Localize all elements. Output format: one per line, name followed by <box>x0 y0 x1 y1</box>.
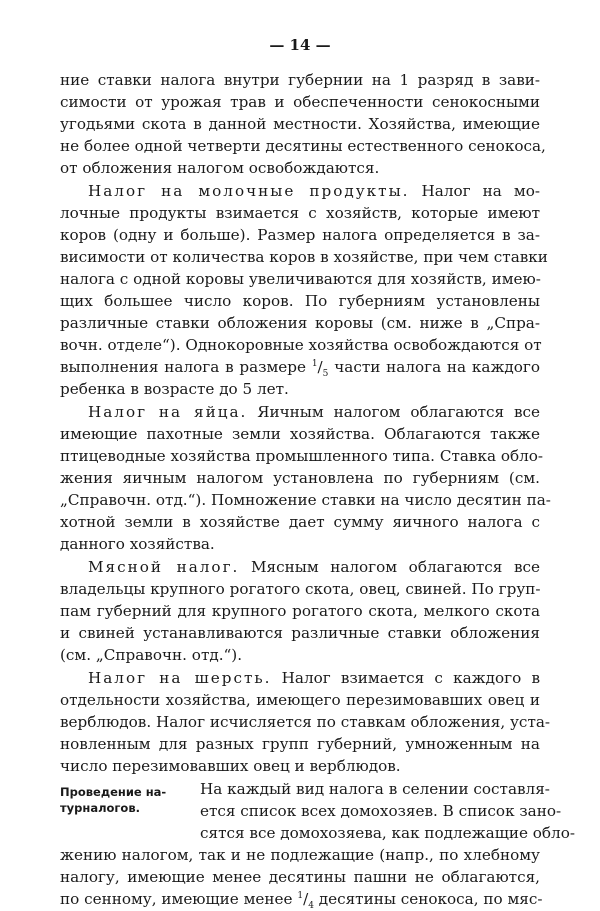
text-line: верблюдов. Налог исчисляется по ставкам обложения, уста- <box>60 713 551 731</box>
text-line: число перезимовавших овец и верблюдов. <box>60 757 401 775</box>
text-line: (см. „Справочн. отд.“). <box>60 646 243 664</box>
section-heading: Налог на шерсть. <box>88 669 272 687</box>
text-line: ребенка в возрасте до 5 лет. <box>60 380 289 398</box>
text-line: щих большее число коров. По губерниям установлены <box>60 292 540 310</box>
text-line: „Справочн. отд.“). Помножение ставки на число десятин па- <box>60 491 551 509</box>
text-line: На каждый вид налога в селении составля- <box>200 780 550 798</box>
text-run: десятины сенокоса, по мяс- <box>318 890 543 908</box>
fraction-numerator: 1 <box>297 890 304 901</box>
text-line: налога с одной коровы увеличиваются для хозяйств, имею- <box>60 270 541 288</box>
paragraph-line <box>88 556 540 578</box>
paragraph-line <box>88 180 540 202</box>
text-line: хотной земли в хозяйстве дает сумму яичного налога с <box>60 513 540 531</box>
paragraph-line <box>60 888 543 911</box>
text-line: жению налогом, так и не подлежащие (напр., по хлебному <box>60 846 540 864</box>
margin-note-line: Проведение на- <box>60 785 167 799</box>
fraction-denominator: 4 <box>308 901 314 911</box>
text-run: части налога на каждого <box>334 358 541 376</box>
text-line: жения яичным налогом установлена по губерниям (см. <box>60 469 540 487</box>
section-heading: Налог на молочные продукты. <box>88 182 410 200</box>
text-line: птицеводные хозяйства промышленного типа. Ставка обло- <box>60 447 544 465</box>
paragraph-line <box>88 667 540 689</box>
text-line: сятся все домохозяева, как подлежащие обло- <box>200 824 575 842</box>
text-line: ние ставки налога внутри губернии на 1 разряд в зави- <box>60 71 540 89</box>
text-line: новленным для разных групп губерний, умноженным на <box>60 735 540 753</box>
section-heading: Налог на яйца. <box>88 403 248 421</box>
text-run: выполнения налога в размере <box>60 358 306 376</box>
margin-note <box>60 784 190 816</box>
fraction: $^1/_5$ <box>311 358 329 380</box>
text-line: не более одной четверти десятины естественного сенокоса, <box>60 137 546 155</box>
text-line: и свиней устанавливаются различные ставки обложения <box>60 624 540 642</box>
margin-note-line: турналогов. <box>60 801 140 815</box>
text-line: от обложения налогом освобождаются. <box>60 159 380 177</box>
paragraph-line <box>88 401 540 423</box>
text-line: коров (одну и больше). Размер налога определяется в за- <box>60 226 540 244</box>
text-line: отдельности хозяйства, имеющего перезимовавших овец и <box>60 691 540 709</box>
fraction-numerator: 1 <box>311 358 318 369</box>
text-line: данного хозяйства. <box>60 535 215 553</box>
fraction: $^1/_4$ <box>297 890 314 911</box>
fraction-denominator: 5 <box>322 369 329 380</box>
text-line: угодьями скота в данной местности. Хозяйства, имеющие <box>60 115 540 133</box>
text-line: пам губерний для крупного рогатого скота, мелкого скота <box>60 602 540 620</box>
text-run: Налог на мо- <box>421 182 540 200</box>
text-run: Мясным налогом облагаются все <box>250 558 541 576</box>
text-run: Налог взимается с каждого в <box>281 669 540 687</box>
section-heading: Мясной налог. <box>88 558 240 576</box>
text-line: вочн. отделе“). Однокоровные хозяйства освобождаются от <box>60 336 542 354</box>
text-line: различные ставки обложения коровы (см. ниже в „Спра- <box>60 314 540 332</box>
text-line: висимости от количества коров в хозяйстве, при чем ставки <box>60 248 548 266</box>
page-number: — 14 — <box>269 36 331 54</box>
text-line: налогу, имеющие менее десятины пашни не облагаются, <box>60 868 540 886</box>
text-run: Яичным налогом облагаются все <box>257 403 541 421</box>
text-line: лочные продукты взимается с хозяйств, которые имеют <box>60 204 540 222</box>
text-line: владельцы крупного рогатого скота, овец, свиней. По груп- <box>60 580 541 598</box>
text-line: симости от урожая трав и обеспеченности сенокосными <box>60 93 540 111</box>
text-line: имеющие пахотные земли хозяйства. Облагаются также <box>60 425 540 443</box>
text-run: по сенному, имеющие менее <box>60 890 293 908</box>
text-line: ется список всех домохозяев. В список зано- <box>200 802 562 820</box>
paragraph-line <box>60 356 540 378</box>
